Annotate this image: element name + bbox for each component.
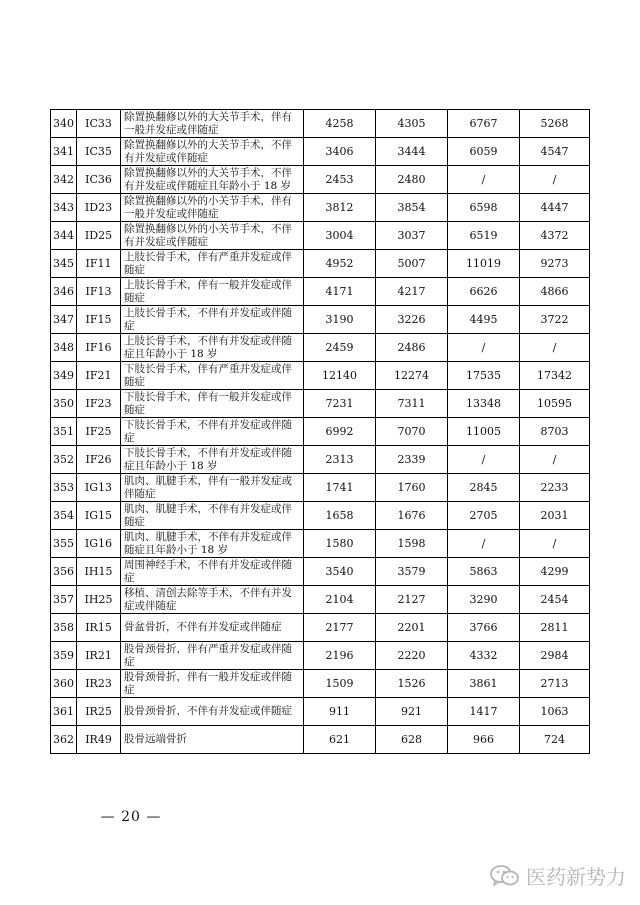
cell-v3: /: [448, 530, 520, 558]
cell-v3: 2705: [448, 502, 520, 530]
cell-v2: 921: [376, 698, 448, 726]
cell-v4: 4866: [520, 278, 590, 306]
cell-code: IF26: [77, 446, 121, 474]
cell-v1: 621: [304, 726, 376, 754]
table-row: [51, 250, 590, 278]
cell-v3: 1417: [448, 698, 520, 726]
cell-name: 下肢长骨手术，不伴有并发症或伴随症且年龄小于 18 岁: [121, 446, 304, 474]
cell-code: IR25: [77, 698, 121, 726]
cell-code: IH15: [77, 558, 121, 586]
table-row: [51, 362, 590, 390]
cell-v3: /: [448, 166, 520, 194]
cell-code: IF13: [77, 278, 121, 306]
cell-v4: 4372: [520, 222, 590, 250]
cell-v2: 12274: [376, 362, 448, 390]
cell-v1: 1509: [304, 670, 376, 698]
cell-idx: 358: [51, 614, 77, 642]
cell-v4: 10595: [520, 390, 590, 418]
cell-idx: 350: [51, 390, 77, 418]
cell-v3: 3766: [448, 614, 520, 642]
table-row: [51, 390, 590, 418]
cell-v3: 4332: [448, 642, 520, 670]
cell-v2: 1598: [376, 530, 448, 558]
cell-idx: 344: [51, 222, 77, 250]
cell-v2: 3037: [376, 222, 448, 250]
table-row: [51, 530, 590, 558]
cell-idx: 351: [51, 418, 77, 446]
table-body: [51, 110, 590, 754]
cell-v4: 1063: [520, 698, 590, 726]
cell-v2: 7311: [376, 390, 448, 418]
cell-name: 除置换翻修以外的小关节手术，伴有一般并发症或伴随症: [121, 194, 304, 222]
cell-v3: 11019: [448, 250, 520, 278]
cell-idx: 360: [51, 670, 77, 698]
cell-code: IG15: [77, 502, 121, 530]
cell-v1: 3004: [304, 222, 376, 250]
cell-v4: /: [520, 530, 590, 558]
cell-v2: 3226: [376, 306, 448, 334]
cell-v1: 3812: [304, 194, 376, 222]
table-row: [51, 670, 590, 698]
cell-v2: 628: [376, 726, 448, 754]
cell-v3: 6519: [448, 222, 520, 250]
cell-code: IG16: [77, 530, 121, 558]
cell-v4: 2713: [520, 670, 590, 698]
cell-v3: 4495: [448, 306, 520, 334]
cell-name: 除置换翻修以外的大关节手术，伴有一般并发症或伴随症: [121, 110, 304, 138]
cell-v1: 3406: [304, 138, 376, 166]
cell-v2: 3444: [376, 138, 448, 166]
cell-idx: 357: [51, 586, 77, 614]
cell-code: IC36: [77, 166, 121, 194]
cell-v3: 13348: [448, 390, 520, 418]
table-row: [51, 474, 590, 502]
cell-v1: 2313: [304, 446, 376, 474]
cell-v1: 4952: [304, 250, 376, 278]
table-row: [51, 698, 590, 726]
cell-name: 股骨颈骨折，伴有一般并发症或伴随症: [121, 670, 304, 698]
cell-name: 上肢长骨手术，不伴有并发症或伴随症且年龄小于 18 岁: [121, 334, 304, 362]
cell-v3: 2845: [448, 474, 520, 502]
cell-v1: 12140: [304, 362, 376, 390]
cell-v2: 2220: [376, 642, 448, 670]
table-row: [51, 194, 590, 222]
table-row: [51, 418, 590, 446]
cell-v4: 4547: [520, 138, 590, 166]
cell-name: 下肢长骨手术，伴有一般并发症或伴随症: [121, 390, 304, 418]
cell-v4: /: [520, 446, 590, 474]
cell-idx: 355: [51, 530, 77, 558]
table-row: [51, 642, 590, 670]
cell-code: IR21: [77, 642, 121, 670]
cell-v4: 2233: [520, 474, 590, 502]
cell-v4: 2811: [520, 614, 590, 642]
cell-v2: 3854: [376, 194, 448, 222]
cell-name: 肌肉、肌腱手术，伴有一般并发症或伴随症: [121, 474, 304, 502]
wechat-icon: [490, 864, 520, 888]
cell-code: IF16: [77, 334, 121, 362]
cell-code: IF23: [77, 390, 121, 418]
cell-v1: 4258: [304, 110, 376, 138]
cell-name: 上肢长骨手术，伴有严重并发症或伴随症: [121, 250, 304, 278]
cell-v3: 11005: [448, 418, 520, 446]
cell-v1: 6992: [304, 418, 376, 446]
cell-v2: 4217: [376, 278, 448, 306]
cell-v3: 3861: [448, 670, 520, 698]
cell-v1: 3190: [304, 306, 376, 334]
cell-v2: 1760: [376, 474, 448, 502]
cell-v2: 1676: [376, 502, 448, 530]
cell-v1: 2196: [304, 642, 376, 670]
cell-v1: 3540: [304, 558, 376, 586]
cell-v2: 5007: [376, 250, 448, 278]
cell-v1: 1741: [304, 474, 376, 502]
watermark: [490, 861, 626, 890]
cell-v3: 6598: [448, 194, 520, 222]
cell-v1: 2177: [304, 614, 376, 642]
cell-name: 肌肉、肌腱手术，不伴有并发症或伴随症且年龄小于 18 岁: [121, 530, 304, 558]
cell-v1: 2453: [304, 166, 376, 194]
cell-v2: 2127: [376, 586, 448, 614]
table-row: [51, 586, 590, 614]
watermark-text: 医药新势力: [526, 865, 626, 889]
cell-v3: 6626: [448, 278, 520, 306]
cell-name: 周围神经手术，不伴有并发症或伴随症: [121, 558, 304, 586]
cell-idx: 352: [51, 446, 77, 474]
cell-v4: 3722: [520, 306, 590, 334]
cell-code: IR49: [77, 726, 121, 754]
cell-code: IC35: [77, 138, 121, 166]
cell-v4: 724: [520, 726, 590, 754]
cell-name: 骨盆骨折，不伴有并发症或伴随症: [121, 614, 304, 642]
cell-name: 下肢长骨手术，伴有严重并发症或伴随症: [121, 362, 304, 390]
cell-code: IR15: [77, 614, 121, 642]
cell-v2: 2339: [376, 446, 448, 474]
cell-v3: 6059: [448, 138, 520, 166]
table-row: [51, 110, 590, 138]
cell-v4: 2031: [520, 502, 590, 530]
table-row: [51, 138, 590, 166]
cell-name: 除置换翻修以外的大关节手术，不伴有并发症或伴随症: [121, 138, 304, 166]
cell-code: IF21: [77, 362, 121, 390]
cell-idx: 348: [51, 334, 77, 362]
cell-code: IR23: [77, 670, 121, 698]
table-row: [51, 726, 590, 754]
cell-v4: 4299: [520, 558, 590, 586]
cell-idx: 346: [51, 278, 77, 306]
cell-v3: 966: [448, 726, 520, 754]
table-row: [51, 502, 590, 530]
table-row: [51, 222, 590, 250]
cell-name: 下肢长骨手术，不伴有并发症或伴随症: [121, 418, 304, 446]
cell-v2: 1526: [376, 670, 448, 698]
cell-idx: 354: [51, 502, 77, 530]
cell-v1: 7231: [304, 390, 376, 418]
cell-v3: /: [448, 446, 520, 474]
cell-code: IG13: [77, 474, 121, 502]
cell-idx: 349: [51, 362, 77, 390]
cell-name: 除置换翻修以外的小关节手术，不伴有并发症或伴随症: [121, 222, 304, 250]
cell-v1: 911: [304, 698, 376, 726]
cell-name: 股骨远端骨折: [121, 726, 304, 754]
cell-v3: 5863: [448, 558, 520, 586]
cell-v4: 9273: [520, 250, 590, 278]
cell-idx: 342: [51, 166, 77, 194]
cell-name: 移植、清创去除等手术，不伴有并发症或伴随症: [121, 586, 304, 614]
cell-v4: 2454: [520, 586, 590, 614]
cell-name: 上肢长骨手术，不伴有并发症或伴随症: [121, 306, 304, 334]
cell-v4: 2984: [520, 642, 590, 670]
cell-code: ID25: [77, 222, 121, 250]
table-row: [51, 334, 590, 362]
cell-code: ID23: [77, 194, 121, 222]
cell-v1: 1658: [304, 502, 376, 530]
cell-code: IH25: [77, 586, 121, 614]
cell-idx: 341: [51, 138, 77, 166]
cell-idx: 356: [51, 558, 77, 586]
cell-v3: /: [448, 334, 520, 362]
cell-v4: /: [520, 334, 590, 362]
cell-code: IF25: [77, 418, 121, 446]
cell-v4: 8703: [520, 418, 590, 446]
cell-name: 除置换翻修以外的大关节手术，不伴有并发症或伴随症且年龄小于 18 岁: [121, 166, 304, 194]
table-row: [51, 446, 590, 474]
cell-v4: /: [520, 166, 590, 194]
cell-name: 股骨颈骨折，不伴有并发症或伴随症: [121, 698, 304, 726]
cell-name: 肌肉、肌腱手术，不伴有并发症或伴随症: [121, 502, 304, 530]
cell-v1: 1580: [304, 530, 376, 558]
cell-v2: 3579: [376, 558, 448, 586]
table-row: [51, 278, 590, 306]
cell-idx: 353: [51, 474, 77, 502]
table-row: [51, 558, 590, 586]
cell-v4: 17342: [520, 362, 590, 390]
cell-code: IF15: [77, 306, 121, 334]
drg-price-table: [50, 109, 590, 754]
cell-v2: 2201: [376, 614, 448, 642]
cell-v4: 4447: [520, 194, 590, 222]
cell-idx: 345: [51, 250, 77, 278]
cell-code: IF11: [77, 250, 121, 278]
cell-idx: 347: [51, 306, 77, 334]
cell-v3: 3290: [448, 586, 520, 614]
cell-idx: 359: [51, 642, 77, 670]
cell-code: IC33: [77, 110, 121, 138]
cell-v1: 2104: [304, 586, 376, 614]
cell-v3: 17535: [448, 362, 520, 390]
cell-v1: 4171: [304, 278, 376, 306]
cell-name: 上肢长骨手术，伴有一般并发症或伴随症: [121, 278, 304, 306]
cell-v2: 7070: [376, 418, 448, 446]
cell-v3: 6767: [448, 110, 520, 138]
cell-idx: 362: [51, 726, 77, 754]
cell-v2: 2486: [376, 334, 448, 362]
table-row: [51, 166, 590, 194]
cell-v2: 2480: [376, 166, 448, 194]
cell-idx: 340: [51, 110, 77, 138]
cell-idx: 343: [51, 194, 77, 222]
table-row: [51, 614, 590, 642]
cell-idx: 361: [51, 698, 77, 726]
cell-name: 股骨颈骨折，伴有严重并发症或伴随症: [121, 642, 304, 670]
page-number: — 20 —: [100, 809, 162, 825]
cell-v2: 4305: [376, 110, 448, 138]
cell-v1: 2459: [304, 334, 376, 362]
cell-v4: 5268: [520, 110, 590, 138]
table-row: [51, 306, 590, 334]
